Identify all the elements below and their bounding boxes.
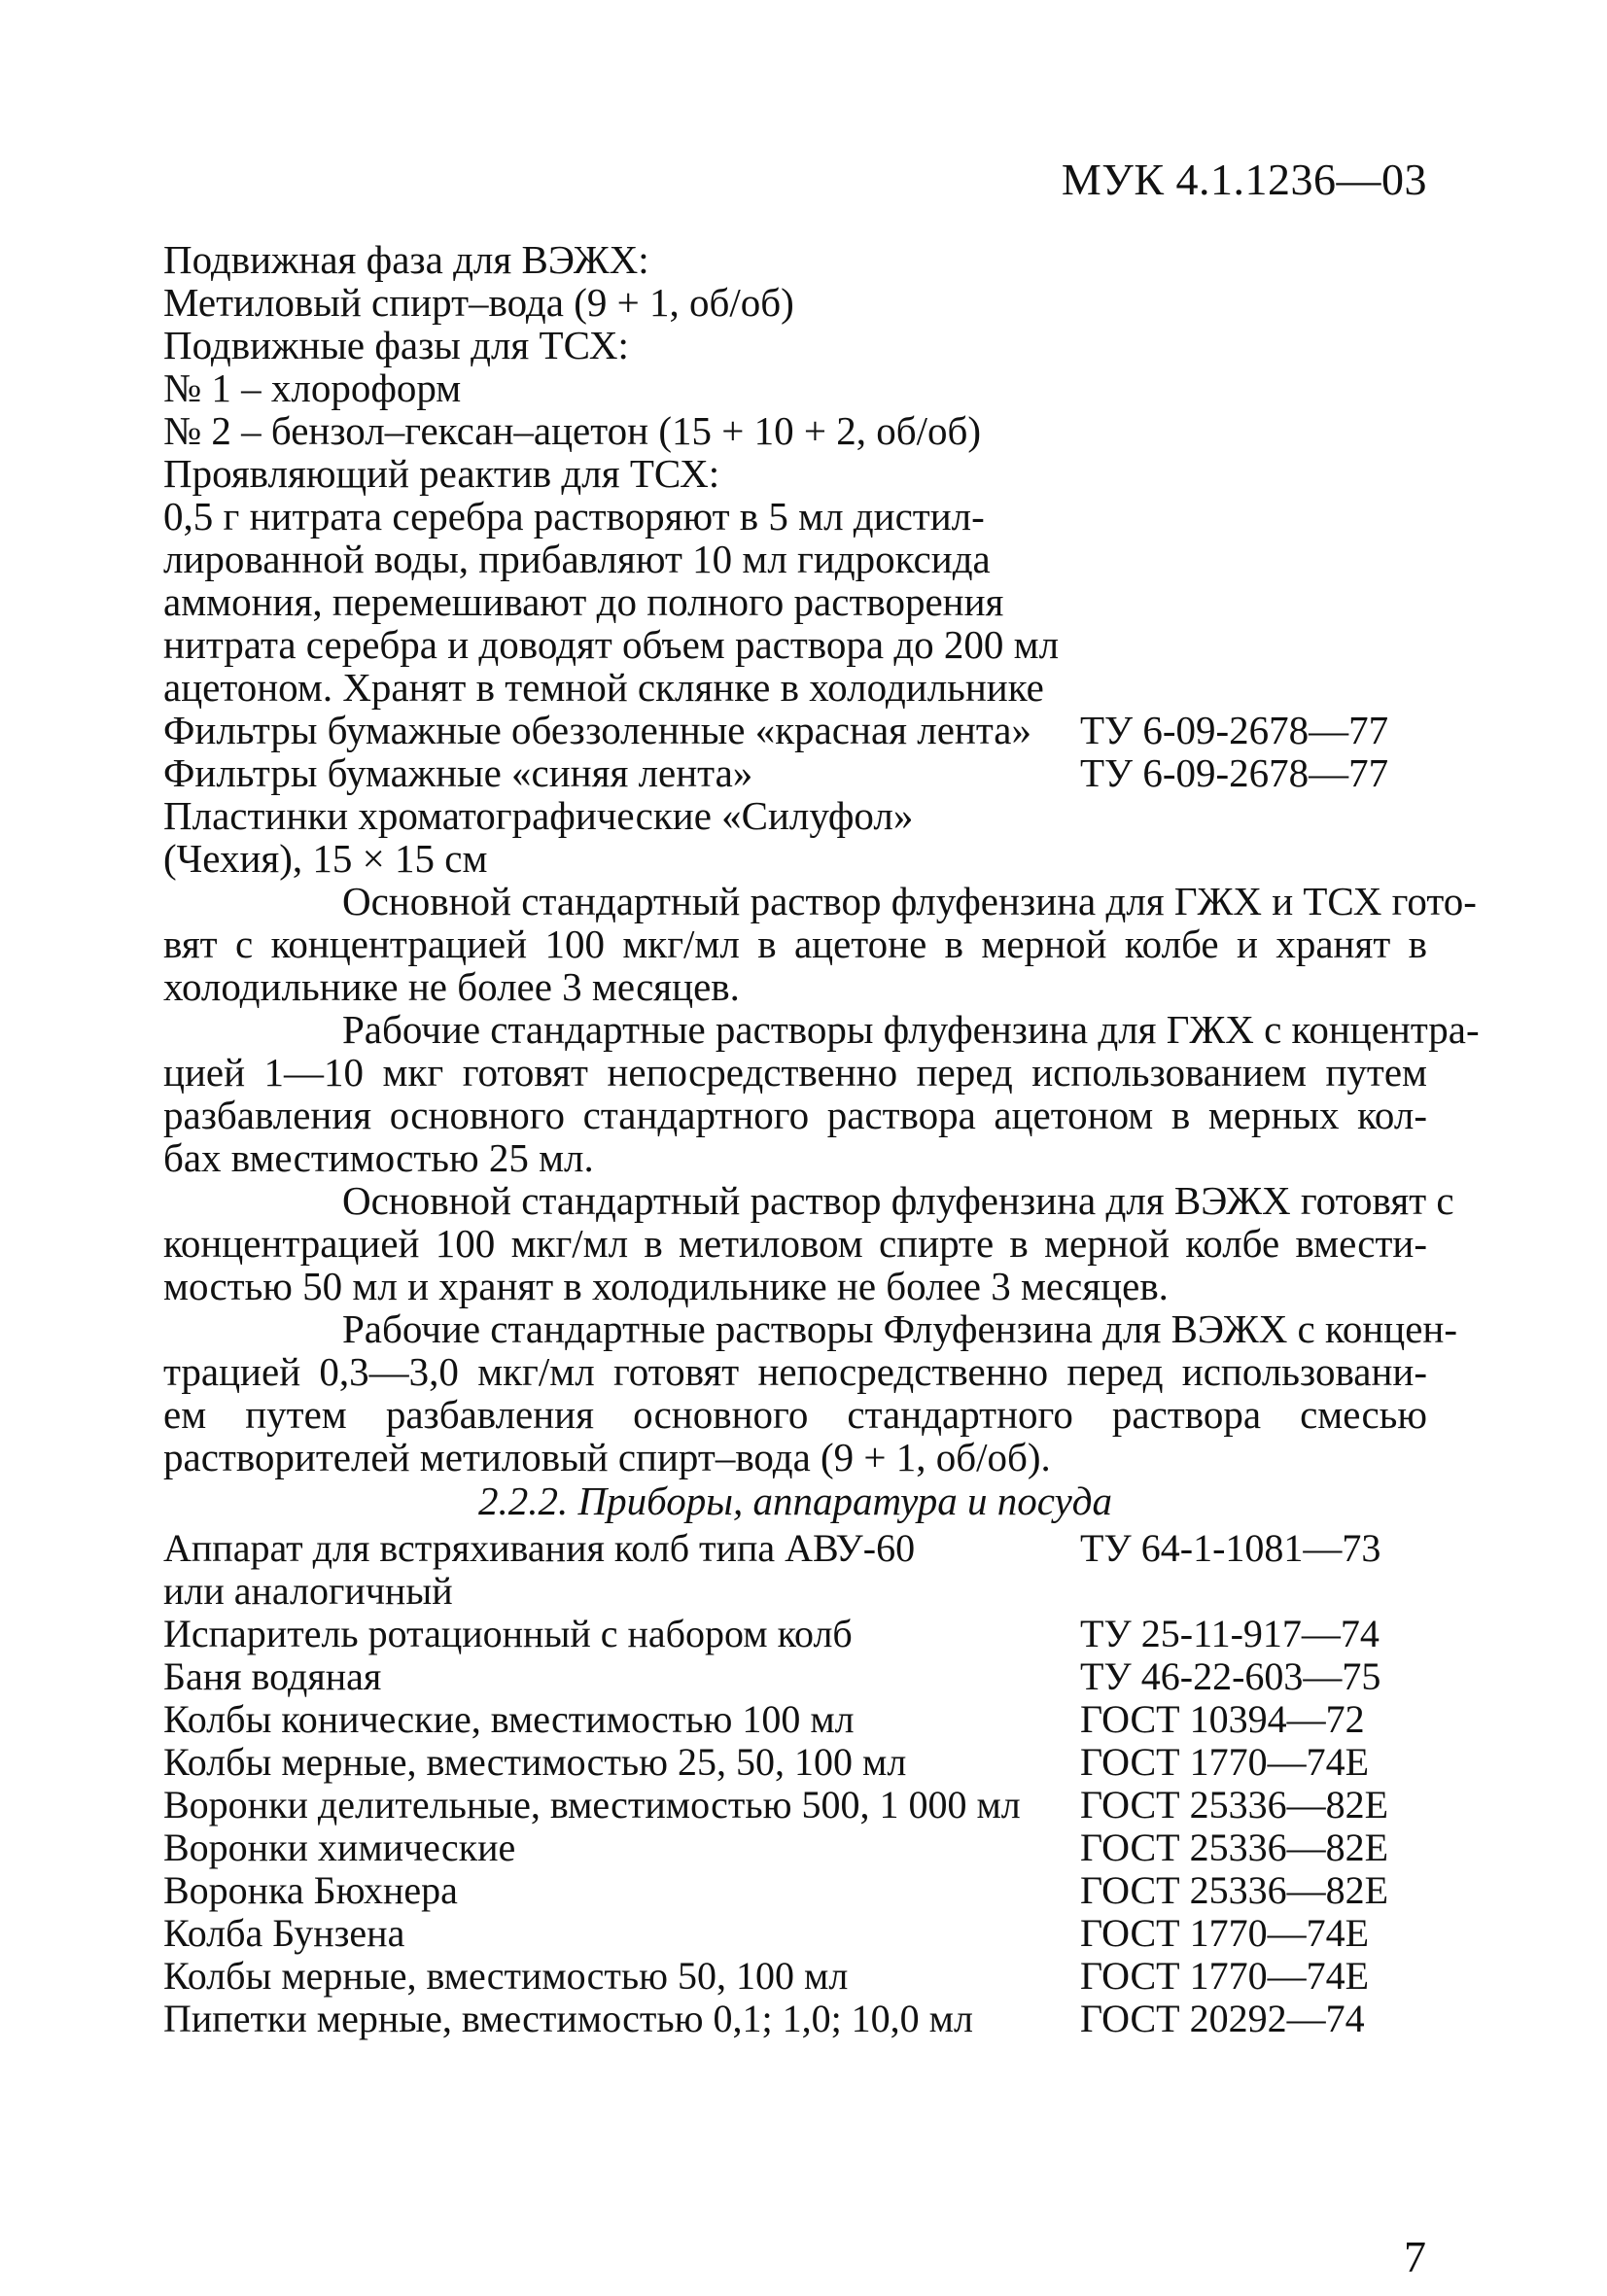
equipment-row-name: Испаритель ротационный с набором колб	[163, 1612, 853, 1655]
reagent-row	[163, 580, 1427, 623]
reagent-row-name: лированной воды, прибавляют 10 мл гидроксида	[163, 537, 991, 581]
equipment-row-standard: ГОСТ 1770—74Е	[1080, 1954, 1370, 1998]
reagent-row	[163, 238, 1427, 281]
paragraph	[163, 879, 1477, 1009]
equipment-row-standard: ГОСТ 10394—72	[1080, 1697, 1365, 1741]
page-content	[163, 237, 1480, 2040]
paragraph-line: Рабочие стандартные растворы флуфензина для ГЖХ с концентра-	[342, 1007, 1480, 1052]
reagent-row-name: (Чехия), 15 × 15 см	[163, 836, 488, 881]
reagent-row	[163, 837, 1427, 880]
reagent-row-name: № 1 – хлороформ	[163, 365, 462, 410]
reagent-row	[163, 409, 1427, 452]
paragraph	[163, 1178, 1454, 1308]
equipment-row-name: или аналогичный	[163, 1569, 453, 1613]
paragraph-line: ем путем разбавления основного стандартного раствора смесью	[163, 1392, 1427, 1437]
equipment-row-standard: ГОСТ 1770—74Е	[1080, 1911, 1370, 1955]
equipment-row-standard: ГОСТ 25336—82Е	[1080, 1868, 1389, 1912]
paragraph	[163, 1007, 1480, 1180]
document-code-header: МУК 4.1.1236—03	[1061, 155, 1427, 204]
preparation-paragraphs	[163, 879, 1480, 1479]
reagent-row-name: Метиловый спирт–вода (9 + 1, об/об)	[163, 280, 794, 325]
equipment-row	[163, 1826, 1427, 1869]
reagent-row	[163, 623, 1427, 666]
reagent-row-name: 0,5 г нитрата серебра растворяют в 5 мл дистил-	[163, 494, 985, 539]
reagent-row-name: Фильтры бумажные «синяя лента»	[163, 750, 753, 795]
reagent-row	[163, 709, 1427, 751]
equipment-row-name: Воронка Бюхнера	[163, 1868, 458, 1912]
equipment-row	[163, 1527, 1427, 1570]
reagent-row	[163, 281, 1427, 324]
paragraph-line: трацией 0,3—3,0 мкг/мл готовят непосредственно перед использовани-	[163, 1349, 1427, 1394]
equipment-row	[163, 1613, 1427, 1655]
equipment-row	[163, 1869, 1427, 1912]
equipment-row-standard: ГОСТ 20292—74	[1080, 1997, 1365, 2040]
equipment-row	[163, 1955, 1427, 1998]
equipment-row-name: Колбы мерные, вместимостью 25, 50, 100 мл	[163, 1740, 907, 1784]
equipment-row-standard: ТУ 64-1-1081—73	[1080, 1526, 1381, 1570]
reagent-row	[163, 324, 1427, 366]
equipment-row-name: Воронки делительные, вместимостью 500, 1 000 мл	[163, 1783, 1021, 1826]
paragraph-line: холодильнике не более 3 месяцев.	[163, 964, 740, 1009]
equipment-row-name: Колбы конические, вместимостью 100 мл	[163, 1697, 855, 1741]
equipment-row	[163, 1998, 1427, 2040]
equipment-row-standard: ТУ 25-11-917—74	[1080, 1612, 1380, 1655]
paragraph-line: вят с концентрацией 100 мкг/мл в ацетоне в мерной колбе и хранят в	[163, 922, 1427, 966]
paragraph-line: Рабочие стандартные растворы Флуфензина для ВЭЖХ с концен-	[342, 1306, 1458, 1351]
paragraph-line: мостью 50 мл и хранят в холодильнике не более 3 месяцев.	[163, 1264, 1169, 1308]
reagent-row-name: Проявляющий реактив для ТСХ:	[163, 451, 720, 496]
equipment-row-name: Воронки химические	[163, 1826, 516, 1869]
equipment-row	[163, 1912, 1427, 1955]
reagent-row	[163, 452, 1427, 495]
section-subheading: 2.2.2. Приборы, аппаратура и посуда	[478, 1478, 1112, 1523]
reagent-row	[163, 538, 1427, 580]
reagent-row	[163, 495, 1427, 538]
equipment-row	[163, 1570, 1427, 1613]
reagent-row	[163, 366, 1427, 409]
paragraph-line: разбавления основного стандартного раствора ацетоном в мерных кол-	[163, 1093, 1427, 1137]
page-number: 7	[1404, 2232, 1426, 2281]
equipment-row	[163, 1655, 1427, 1698]
reagent-row	[163, 751, 1427, 794]
reagent-row	[163, 794, 1427, 837]
paragraph-line: растворителей метиловый спирт–вода (9 + 1, об/об).	[163, 1435, 1051, 1479]
reagent-row	[163, 666, 1427, 709]
reagent-row-name: Подвижные фазы для ТСХ:	[163, 323, 629, 367]
paragraph-line: концентрацией 100 мкг/мл в метиловом спирте в мерной колбе вмести-	[163, 1221, 1427, 1266]
reagent-row-name: ацетоном. Хранят в темной склянке в холодильнике	[163, 665, 1044, 710]
equipment-row-name: Баня водяная	[163, 1654, 382, 1698]
equipment-row	[163, 1698, 1427, 1741]
paragraph-line: бах вместимостью 25 мл.	[163, 1135, 594, 1180]
equipment-row-name: Колбы мерные, вместимостью 50, 100 мл	[163, 1954, 849, 1998]
paragraph-line: Основной стандартный раствор флуфензина для ГЖХ и ТСХ гото-	[342, 879, 1477, 923]
reagent-row-name: № 2 – бензол–гексан–ацетон (15 + 10 + 2, об/об)	[163, 408, 981, 453]
reagent-row-name: аммония, перемешивают до полного растворения	[163, 579, 1004, 624]
equipment-row-standard: ГОСТ 25336—82Е	[1080, 1826, 1389, 1869]
equipment-row-name: Аппарат для встряхивания колб типа АВУ-60	[163, 1526, 916, 1570]
equipment-row	[163, 1784, 1427, 1826]
reagent-row-name: Фильтры бумажные обеззоленные «красная лента»	[163, 708, 1031, 752]
equipment-row-standard: ТУ 46-22-603—75	[1080, 1654, 1381, 1698]
paragraph	[163, 1306, 1458, 1479]
reagent-row-name: нитрата серебра и доводят объем раствора до 200 мл	[163, 622, 1060, 667]
equipment-row-name: Пипетки мерные, вместимостью 0,1; 1,0; 10,0 мл	[163, 1997, 973, 2040]
reagent-row-name: Подвижная фаза для ВЭЖХ:	[163, 237, 649, 282]
reagent-row-standard: ТУ 6-09-2678—77	[1080, 750, 1389, 795]
reagents-list	[163, 238, 1427, 880]
equipment-row-standard: ГОСТ 25336—82Е	[1080, 1783, 1389, 1826]
paragraph-line: Основной стандартный раствор флуфензина для ВЭЖХ готовят с	[342, 1178, 1454, 1223]
reagent-row-standard: ТУ 6-09-2678—77	[1080, 708, 1389, 752]
equipment-row-standard: ГОСТ 1770—74Е	[1080, 1740, 1370, 1784]
equipment-list	[163, 1527, 1427, 2040]
equipment-row	[163, 1741, 1427, 1784]
reagent-row-name: Пластинки хроматографические «Силуфол»	[163, 793, 914, 838]
equipment-row-name: Колба Бунзена	[163, 1911, 405, 1955]
paragraph-line: цией 1—10 мкг готовят непосредственно перед использованием путем	[163, 1050, 1427, 1095]
